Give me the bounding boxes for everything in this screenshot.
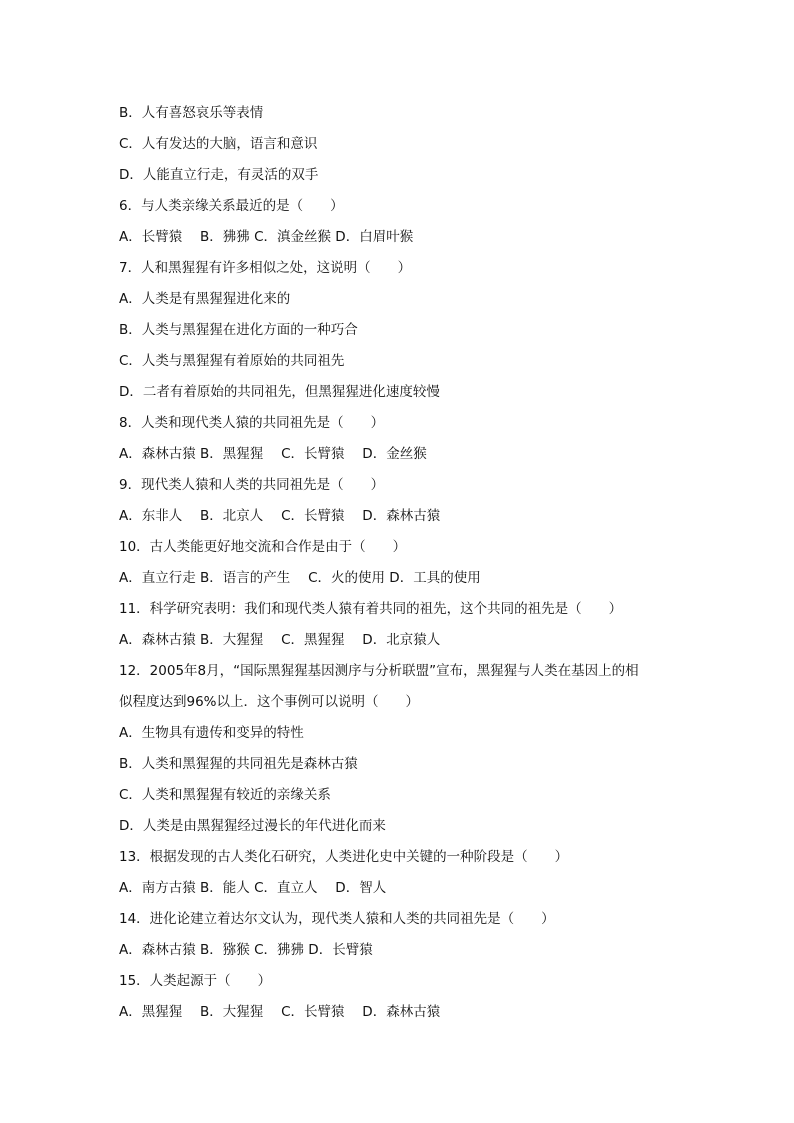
question-10: 10．古人类能更好地交流和合作是由于（ ） xyxy=(119,539,407,555)
options-6: A．长臂猿 B．狒狒 C．滇金丝猴 D．白眉叶猴 xyxy=(119,229,414,245)
option-line: A．生物具有遗传和变异的特性 xyxy=(119,725,304,741)
option-line: C．人类与黑猩猩有着原始的共同祖先 xyxy=(119,353,345,369)
options-11: A．森林古猿 B．大猩猩 C．黑猩猩 D．北京猿人 xyxy=(119,632,441,648)
question-list xyxy=(119,101,719,1031)
option-line: A．人类是有黑猩猩进化来的 xyxy=(119,291,291,307)
question-7: 7．人和黑猩猩有许多相似之处，这说明（ ） xyxy=(119,260,412,276)
question-11: 11．科学研究表明：我们和现代类人猿有着共同的祖先，这个共同的祖先是（ ） xyxy=(119,601,623,617)
question-6: 6．与人类亲缘关系最近的是（ ） xyxy=(119,198,344,214)
question-13: 13．根据发现的古人类化石研究，人类进化史中关键的一种阶段是（ ） xyxy=(119,849,569,865)
question-12-continued: 似程度达到96%以上．这个事例可以说明（ ） xyxy=(119,694,420,710)
option-line: D．人类是由黑猩猩经过漫长的年代进化而来 xyxy=(119,818,386,834)
option-line: B．人类与黑猩猩在进化方面的一种巧合 xyxy=(119,322,358,338)
option-line: D．二者有着原始的共同祖先，但黑猩猩进化速度较慢 xyxy=(119,384,440,400)
option-line: B．人有喜怒哀乐等表情 xyxy=(119,105,264,121)
option-line: D．人能直立行走，有灵活的双手 xyxy=(119,167,319,183)
question-15: 15．人类起源于（ ） xyxy=(119,973,272,989)
question-9: 9．现代类人猿和人类的共同祖先是（ ） xyxy=(119,477,385,493)
question-14: 14．进化论建立着达尔文认为，现代类人猿和人类的共同祖先是（ ） xyxy=(119,911,555,927)
option-line: C．人类和黑猩猩有较近的亲缘关系 xyxy=(119,787,331,803)
options-13: A．南方古猿 B．能人 C．直立人 D．智人 xyxy=(119,880,387,896)
question-8: 8．人类和现代类人猿的共同祖先是（ ） xyxy=(119,415,385,431)
option-line: C．人有发达的大脑，语言和意识 xyxy=(119,136,318,152)
options-10: A．直立行走 B．语言的产生 C．火的使用 D．工具的使用 xyxy=(119,570,481,586)
options-9: A．东非人 B．北京人 C．长臂猿 D．森林古猿 xyxy=(119,508,441,524)
option-line: B．人类和黑猩猩的共同祖先是森林古猿 xyxy=(119,756,358,772)
options-8: A．森林古猿 B．黑猩猩 C．长臂猿 D．金丝猴 xyxy=(119,446,427,462)
options-15: A．黑猩猩 B．大猩猩 C．长臂猿 D．森林古猿 xyxy=(119,1004,441,1020)
question-12: 12．2005年8月，“国际黑猩猩基因测序与分析联盟”宣布，黑猩猩与人类在基因上的相 xyxy=(119,663,639,679)
options-14: A．森林古猿 B．猕猴 C．狒狒 D．长臂猿 xyxy=(119,942,373,958)
